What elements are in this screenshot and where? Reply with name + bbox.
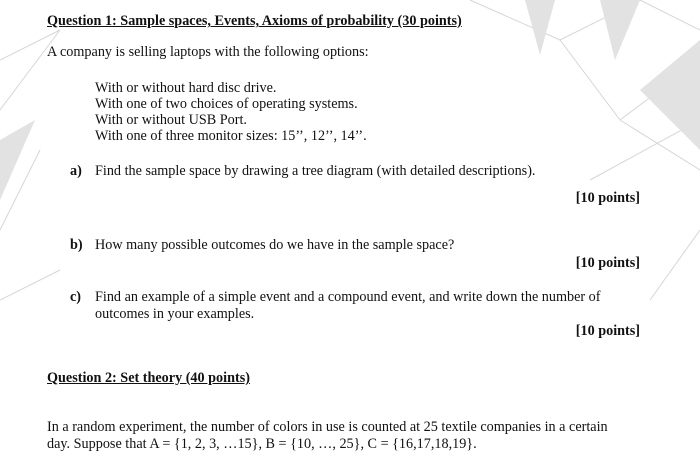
part-c-label: c) (70, 289, 82, 305)
question-2-title: Question 2: Set theory (40 points) (47, 370, 250, 386)
option-usb-port: With or without USB Port. (95, 112, 247, 128)
part-a-label: a) (70, 163, 82, 179)
part-c-points: [10 points] (575, 323, 640, 339)
option-hard-disc: With or without hard disc drive. (95, 80, 277, 96)
option-monitor-size: With one of three monitor sizes: 15’’, 12’’, 14’’. (95, 128, 367, 144)
part-b-text: How many possible outcomes do we have in the sample space? (95, 237, 455, 253)
part-c-text-line-2: outcomes in your examples. (95, 306, 255, 322)
part-b-label: b) (70, 237, 83, 253)
question-1-title: Question 1: Sample spaces, Events, Axioms of probability (30 points) (47, 13, 462, 29)
question-2-text-line-2: day. Suppose that A = {1, 2, 3, …15}, B = {10, …, 25}, C = {16,17,18,19}. (47, 436, 477, 452)
part-c-text-line-1: Find an example of a simple event and a compound event, and write down the number of (95, 289, 601, 305)
part-b-points: [10 points] (575, 255, 640, 271)
question-2-text-line-1: In a random experiment, the number of colors in use is counted at 25 textile companies in a certain (47, 419, 608, 435)
part-a-points: [10 points] (575, 190, 640, 206)
part-a-text: Find the sample space by drawing a tree diagram (with detailed descriptions). (95, 163, 536, 179)
question-1-intro: A company is selling laptops with the following options: (47, 44, 369, 60)
option-operating-system: With one of two choices of operating systems. (95, 96, 358, 112)
